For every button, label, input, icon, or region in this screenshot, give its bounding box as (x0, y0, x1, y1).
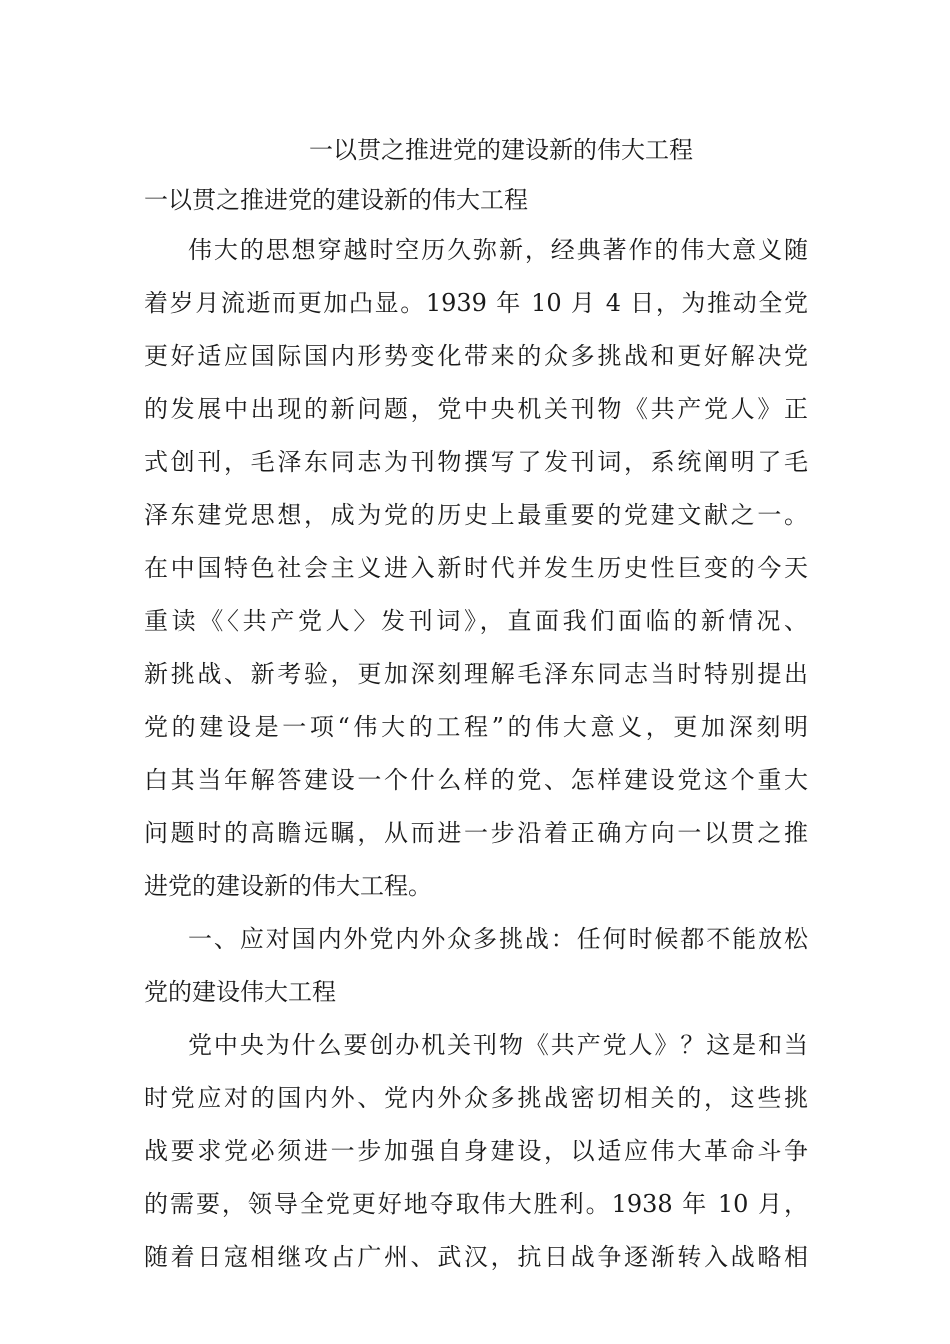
paragraph-line: 的需要，领导全党更好地夺取伟大胜利。1938 年 10 月， (144, 1190, 808, 1218)
paragraph-line: 新挑战、新考验，更加深刻理解毛泽东同志当时特别提出 (144, 660, 808, 688)
paragraph-line: 泽东建党思想，成为党的历史上最重要的党建文献之一。 (144, 501, 808, 529)
paragraph-line: 党的建设是一项“伟大的工程”的伟大意义，更加深刻明 (144, 713, 808, 741)
section-heading-line: 一、应对国内外党内外众多挑战：任何时候都不能放松 (188, 925, 808, 953)
paragraph-line: 更好适应国际国内形势变化带来的众多挑战和更好解决党 (144, 342, 808, 370)
paragraph-line: 式创刊，毛泽东同志为刊物撰写了发刊词，系统阐明了毛 (144, 448, 808, 476)
paragraph-line: 问题时的高瞻远瞩，从而进一步沿着正确方向一以贯之推 (144, 819, 808, 847)
paragraph-line: 白其当年解答建设一个什么样的党、怎样建设党这个重大 (144, 766, 808, 794)
paragraph-line: 战要求党必须进一步加强自身建设，以适应伟大革命斗争 (144, 1137, 808, 1165)
paragraph-line: 的发展中出现的新问题，党中央机关刊物《共产党人》正 (144, 395, 808, 423)
paragraph-line: 进党的建设新的伟大工程。 (144, 872, 432, 900)
paragraph-line: 伟大的思想穿越时空历久弥新，经典著作的伟大意义随 (188, 236, 808, 264)
paragraph-line: 时党应对的国内外、党内外众多挑战密切相关的，这些挑 (144, 1084, 808, 1112)
paragraph-line: 重读《〈共产党人〉发刊词》，直面我们面临的新情况、 (144, 607, 808, 635)
section-heading-line: 党的建设伟大工程 (144, 978, 336, 1006)
paragraph-line: 党中央为什么要创办机关刊物《共产党人》？这是和当 (188, 1031, 808, 1059)
document-body (144, 230, 808, 1290)
paragraph-line: 着岁月流逝而更加凸显。1939 年 10 月 4 日，为推动全党 (144, 289, 808, 317)
paragraph-line: 随着日寇相继攻占广州、武汉，抗日战争逐渐转入战略相 (144, 1243, 808, 1271)
document-subtitle: 一以贯之推进党的建设新的伟大工程 (144, 186, 528, 214)
document-title: 一以贯之推进党的建设新的伟大工程 (309, 136, 693, 164)
paragraph-line: 在中国特色社会主义进入新时代并发生历史性巨变的今天 (144, 554, 808, 582)
